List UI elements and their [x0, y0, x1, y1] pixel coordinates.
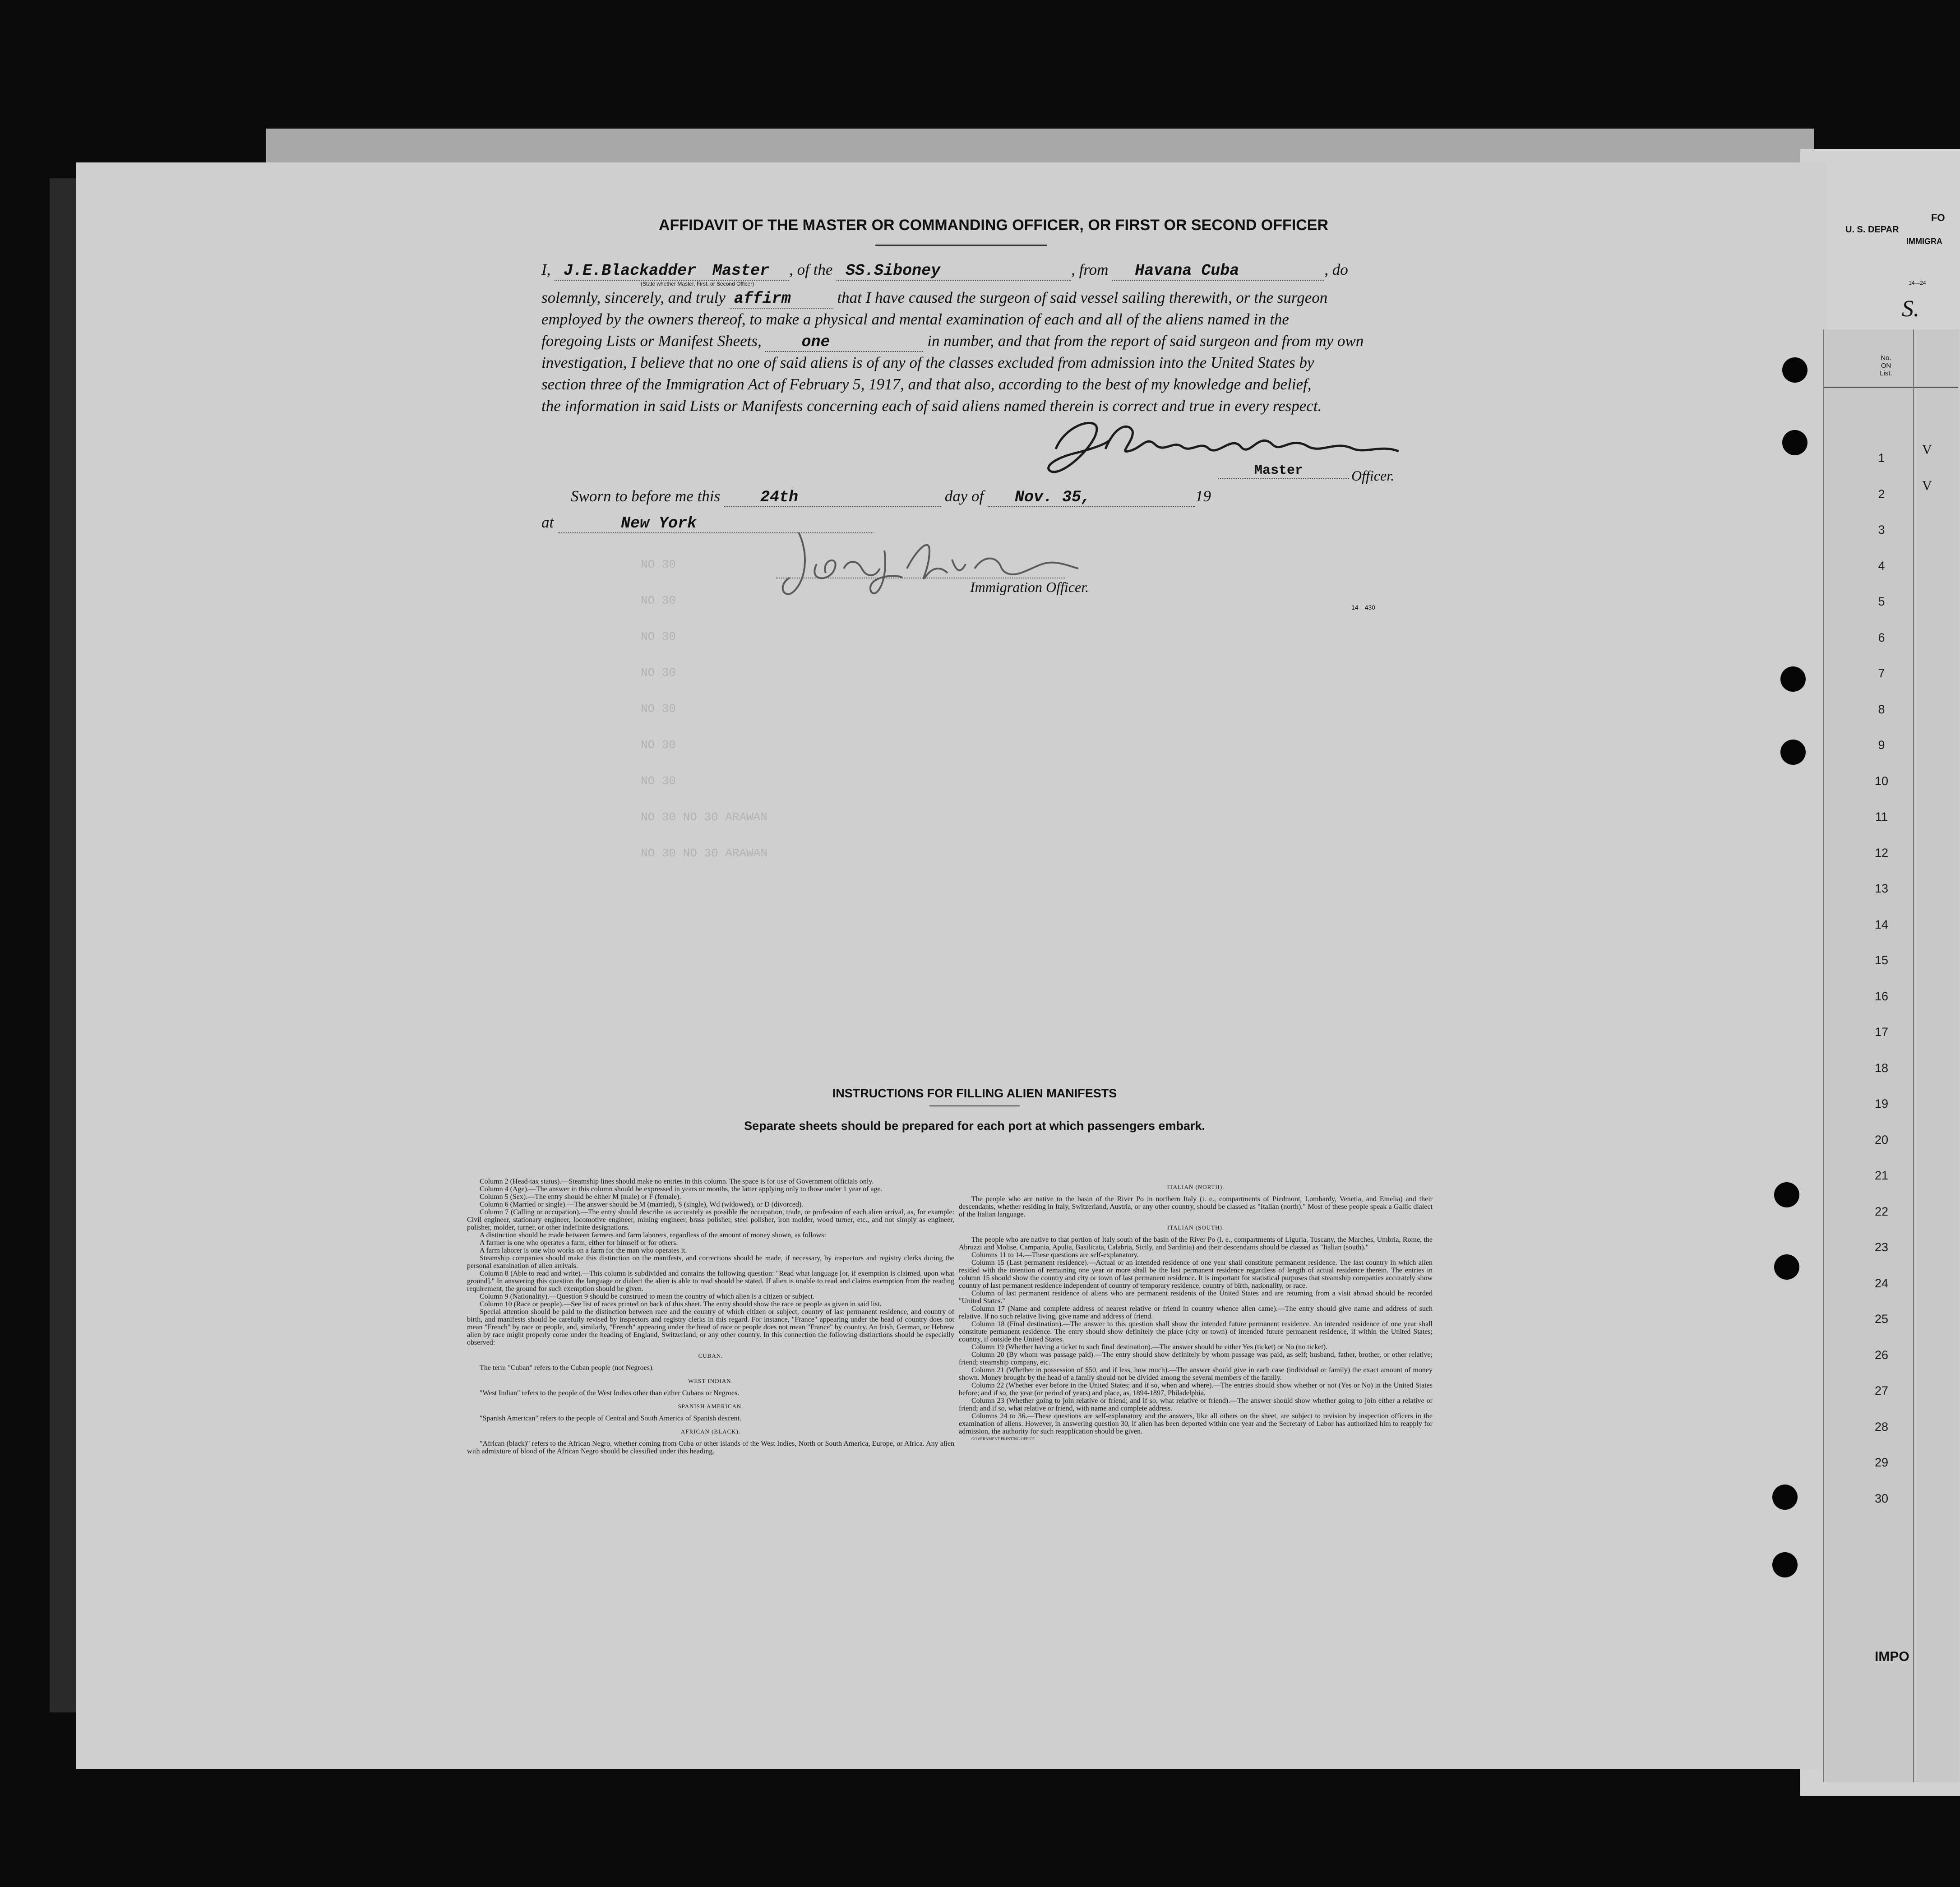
faint-row: NO 30 — [641, 738, 676, 752]
faint-row: NO 30 NO 30 ARAWAN — [641, 846, 767, 860]
faint-row: NO 30 — [641, 558, 676, 571]
officer-rank: Master — [712, 262, 789, 281]
signer-title: Master — [1254, 463, 1304, 478]
instruction-paragraph: Column 10 (Race or people).—See list of races printed on back of this sheet. The entry should show the race or people as given in said list. — [480, 1300, 882, 1308]
line-number: 10 — [1874, 774, 1889, 788]
punch-hole — [1782, 357, 1807, 383]
sworn-place: New York — [558, 514, 874, 533]
line-number: 13 — [1874, 882, 1889, 895]
instruction-paragraph: Column 21 (Whether in possession of $50, and if less, how much).—The answer should give in each case (individual or family) the exact amount of money shown. Money brought by the head of a family should not be divided among the several members of the family. — [959, 1366, 1433, 1382]
line-number: 7 — [1878, 666, 1885, 680]
instruction-paragraph: Column 9 (Nationality).—Question 9 should be construed to mean the country of which alien is a citizen or subject. — [480, 1293, 815, 1300]
line-number: 16 — [1874, 989, 1889, 1003]
line-number: 11 — [1875, 810, 1888, 823]
punch-hole — [1772, 1485, 1798, 1510]
line-number: 12 — [1874, 846, 1889, 860]
instructions-left-column — [467, 1178, 954, 1455]
section-heading: ITALIAN (SOUTH). — [1167, 1224, 1225, 1231]
text-fragment: in number, and that from the report of said surgeon and from my own — [927, 332, 1364, 350]
text-fragment: that I have caused the surgeon of said vessel sailing therewith, or the surgeon — [837, 289, 1328, 306]
no-on-list-header — [1868, 354, 1904, 377]
affidavit-line-3: employed by the owners thereof, to make a physical and mental examination of each and all of the aliens named in the — [541, 310, 1289, 328]
faint-row: NO 30 — [641, 594, 676, 607]
instruction-paragraph: "West Indian" refers to the people of the West Indies other than either Cubans or Negroes. — [480, 1389, 740, 1397]
text-fragment: , of the — [789, 261, 833, 278]
text-fragment: solemnly, sincerely, and truly — [541, 289, 726, 306]
row-mark: V — [1922, 478, 1932, 493]
title-rule — [875, 245, 1047, 246]
punch-hole — [1774, 1182, 1799, 1207]
strip-rule — [1823, 387, 1958, 388]
instruction-paragraph: A farm laborer is one who works on a farm for the man who operates it. — [480, 1247, 687, 1254]
line-number: 5 — [1878, 595, 1885, 608]
affidavit-line-5: investigation, I believe that no one of said aliens is of any of the classes excluded from admission into the United States by — [541, 354, 1314, 371]
instruction-paragraph: Column 2 (Head-tax status).—Steamship lines should make no entries in this column. The space is for use of Government officials only. — [480, 1178, 874, 1185]
instruction-paragraph: Column 4 (Age).—The answer in this column should be expressed in years or months, the latter applying only to those under 1 year of age. — [480, 1185, 883, 1193]
printer-note: GOVERNMENT PRINTING OFFICE — [971, 1437, 1035, 1441]
signer-line — [1218, 478, 1349, 479]
instruction-paragraph: The term "Cuban" refers to the Cuban people (not Negroes). — [480, 1364, 654, 1372]
line-number: 6 — [1878, 630, 1885, 644]
line-number: 21 — [1874, 1169, 1889, 1182]
instruction-paragraph: Columns 24 to 36.—These questions are self-explanatory and the answers, like all others on the sheet, are subject to revision by inspection officers in the examination of aliens. However, in answering question 30, if alien has been deported within one year and the Secretary of Labor has authorized him to reapply for admission, the authority for such reapplication should be given. — [959, 1412, 1433, 1435]
faint-row: NO 30 — [641, 630, 676, 643]
instruction-paragraph: "African (black)" refers to the African Negro, whether coming from Cuba or other islands of the West Indies, North or South America, Europe, or Africa. Any alien with admixture of blood of the African Negro should be classified under this heading. — [467, 1440, 954, 1455]
line-number: 24 — [1874, 1276, 1889, 1290]
instruction-paragraph: Steamship companies should make this distinction on the manifests, and corrections should be made, if necessary, by inspectors and registry clerks during the personal examination of alien arrivals. — [467, 1254, 954, 1270]
affidavit-line-6: section three of the Immigration Act of February 5, 1917, and that also, according to the best of my knowledge and belief, — [541, 375, 1312, 393]
line-number: 29 — [1874, 1456, 1889, 1469]
header-word: ON — [1881, 362, 1891, 370]
instruction-paragraph: Column 22 (Whether ever before in the United States; and if so, when and where).—The entries should show whether or not (Yes or No) in the United States before; and if so, the year (or period of years) and place, as, 1894-1897, Philadelphia. — [959, 1382, 1433, 1397]
instruction-paragraph: Column 18 (Final destination).—The answer to this question shall show the intended future permanent residence. An intended residence of one year shall constitute permanent residence. The entry should show definitely the place (city or town) of intended future permanent residence, if within the United States; country, if outside the United States. — [959, 1320, 1433, 1343]
line-number: 2 — [1878, 487, 1885, 501]
punch-hole — [1782, 430, 1807, 455]
instruction-paragraph: A distinction should be made between farmers and farm laborers, regardless of the amount of money shown, as follows: — [480, 1231, 826, 1239]
instruction-paragraph: The people who are native to the basin of the River Po in northern Italy (i. e., compartments of Piedmont, Lombardy, Venetia, and Emelia) and their descendants, whether residing in Italy, Switzerland, Austria, or any other country, should be classed as "Italian (north)." Most of these people speak a Gallic dialect of the Italian language. — [959, 1195, 1433, 1218]
line-number: 1 — [1878, 451, 1885, 465]
text-fragment: I, — [541, 261, 551, 278]
text-fragment: , do — [1324, 261, 1348, 278]
oath-word: affirm — [730, 290, 833, 309]
affidavit-title: AFFIDAVIT OF THE MASTER OR COMMANDING OFFICER, OR FIRST OR SECOND OFFICER — [659, 217, 1328, 234]
instruction-paragraph: Column 7 (Calling or occupation).—The entry should describe as accurately as possible the occupation, trade, or profession of each alien arrival, as, for example: Civil engineer, stationary engineer, locomotive engineer, mining engineer, brass polisher, steel polisher, iron molder, wood turner, etc., and not simply as engineer, polisher, molder, turner, or other indefinite designations. — [467, 1208, 954, 1231]
line-number: 18 — [1874, 1061, 1889, 1075]
right-form-number: 14—24 — [1909, 280, 1926, 286]
instruction-paragraph: Column 8 (Able to read and write).—This column is subdivided and contains the following question: "Read what language [or, if exemption is claimed, upon what ground]." In answering this question the language or dialect the alien is able to read should be stated. If alien is unable to read and claims exemption from the reading requirement, the ground for such exemption should be given. — [467, 1270, 954, 1293]
instruction-paragraph: Columns 11 to 14.—These questions are self-explanatory. — [971, 1251, 1139, 1259]
ship-name: SS.Siboney — [837, 262, 1071, 281]
instruction-paragraph: "Spanish American" refers to the people of Central and South America of Spanish descent. — [480, 1415, 742, 1422]
sworn-month-year: Nov. 35, — [988, 488, 1195, 507]
sheet-count: one — [765, 333, 923, 352]
faint-row: NO 30 — [641, 666, 676, 680]
text-fragment: day of — [944, 487, 984, 505]
line-number: 19 — [1874, 1097, 1889, 1110]
text-fragment: foregoing Lists or Manifest Sheets, — [541, 332, 762, 350]
faint-row: NO 30 — [641, 774, 676, 788]
instruction-paragraph: Column 17 (Name and complete address of nearest relative or friend in country whence alien came).—The entry should give name and address of such relative. If no such relative living, give name and address of friend. — [959, 1305, 1433, 1320]
right-header-line: IMMIGRA — [1906, 237, 1942, 246]
line-number: 17 — [1874, 1025, 1889, 1039]
right-header-line: FO — [1931, 212, 1945, 223]
line-number: 14 — [1874, 917, 1889, 931]
header-word: No. — [1881, 354, 1891, 362]
text-fragment: , from — [1071, 261, 1109, 278]
strip-column-rule — [1913, 329, 1914, 1782]
affidavit-line-1 — [541, 261, 1408, 281]
sworn-line — [571, 487, 1211, 507]
section-heading: CUBAN. — [698, 1352, 723, 1359]
line-number: 3 — [1878, 523, 1885, 536]
line-number: 8 — [1878, 702, 1885, 716]
line-number: 22 — [1874, 1204, 1889, 1218]
right-manifest-strip — [1823, 329, 1960, 1782]
instructions-title: INSTRUCTIONS FOR FILLING ALIEN MANIFESTS — [832, 1087, 1117, 1100]
punch-hole — [1774, 1254, 1799, 1280]
rank-note: (State whether Master, First, or Second Officer) — [641, 281, 754, 287]
text-fragment: Sworn to before me this — [571, 487, 721, 505]
instruction-paragraph: Column 5 (Sex).—The entry should be either M (male) or F (female). — [480, 1193, 681, 1201]
section-heading: AFRICAN (BLACK). — [680, 1428, 741, 1435]
line-number: 26 — [1874, 1348, 1889, 1362]
instruction-paragraph: Column 15 (Last permanent residence).—Actual or an intended residence of one year shall constitute permanent residence. The last country in which alien resided with the intention of remaining one year or more shall be the last permanent residence regardless of length of actual residence therein. The entries in column 15 should show the country and city or town of last permanent residence. It is important for statistical purposes that steamship companies accurately show country of last permanent residence independent of country of temporary residence, country of birth, nationality, or race. — [959, 1259, 1433, 1290]
instruction-paragraph: Column 19 (Whether having a ticket to such final destination).—The answer should be either Yes (ticket) or No (no ticket). — [971, 1343, 1328, 1351]
affidavit-line-2 — [541, 289, 1327, 309]
text-fragment: at — [541, 513, 554, 531]
right-big-letter: S. — [1902, 296, 1919, 322]
officer-word: Officer. — [1351, 467, 1395, 484]
line-number: 20 — [1874, 1133, 1889, 1147]
punch-hole — [1780, 740, 1806, 765]
instruction-paragraph: Column 23 (Whether going to join relative or friend; and if so, what relative or friend).—The answer should show whether going to join either a relative or friend; and if so, what relative or friend, with name and complete address. — [959, 1397, 1433, 1412]
line-number: 28 — [1874, 1420, 1889, 1434]
section-heading: ITALIAN (NORTH). — [1167, 1184, 1225, 1190]
line-number: 9 — [1878, 738, 1885, 752]
punch-hole — [1780, 666, 1806, 692]
origin-port: Havana Cuba — [1112, 262, 1324, 281]
form-code: 14—430 — [1351, 604, 1375, 611]
faint-row: NO 30 NO 30 ARAWAN — [641, 810, 767, 824]
instruction-paragraph: Column of last permanent residence of aliens who are permanent residents of the United States and are returning from a visit abroad should be recorded "United States." — [959, 1290, 1433, 1305]
instruction-paragraph: Column 20 (By whom was passage paid).—The entry should show definitely by whom passage was paid, as self; husband, father, brother, or other relative; friend; steamship company, etc. — [959, 1351, 1433, 1366]
row-mark: V — [1922, 442, 1932, 457]
section-heading: WEST INDIAN. — [688, 1378, 733, 1384]
line-number: 23 — [1874, 1240, 1889, 1254]
line-number: 25 — [1874, 1312, 1889, 1326]
line-number: 27 — [1874, 1384, 1889, 1397]
affidavit-line-7: the information in said Lists or Manifests concerning each of said aliens named therein is correct and true in every respect. — [541, 397, 1322, 415]
import-text: IMPO — [1875, 1649, 1909, 1664]
line-number: 15 — [1874, 953, 1889, 967]
right-header-line: U. S. DEPAR — [1845, 225, 1899, 235]
section-heading: SPANISH AMERICAN. — [678, 1403, 744, 1410]
instruction-paragraph: Column 6 (Married or single).—The answer should be M (married), S (single), Wd (widowed), or D (divorced). — [480, 1201, 804, 1208]
officer-name: J.E.Blackadder — [555, 262, 712, 281]
instruction-paragraph: Special attention should be paid to the distinction between race and the country of which citizen or subject, country of last permanent residence, and country of birth, and manifests should be carefully revised by inspectors and registry clerks in this regard. For instance, "France" appearing under the head of country does not mean "French" by race or people, and, similarly, "French" appearing under the head of race or people does not mean "France" by country. An Irish, German, or Hebrew alien by race might properly come under the heading of England, Switzerland, or any other country. In this connection the following distinctions should be especially observed: — [467, 1308, 954, 1346]
sworn-day: 24th — [724, 488, 941, 507]
instructions-right-column — [959, 1178, 1433, 1443]
immigration-officer-label: Immigration Officer. — [970, 579, 1089, 595]
faint-row: NO 30 — [641, 702, 676, 716]
text-fragment: 19 — [1195, 487, 1211, 505]
affidavit-line-4 — [541, 332, 1364, 352]
line-number: 4 — [1878, 559, 1885, 573]
instruction-paragraph: The people who are native to that portion of Italy south of the basin of the River Po (i. e., compartments of Liguria, Tuscany, the Marches, Umbria, Rome, the Abruzzi and Molise, Campania, Apulia, Basilicata, Calabria, Sicily, and Sardinia) and their descendants should be classed as "Italian (south)." — [959, 1236, 1433, 1251]
instruction-paragraph: A farmer is one who operates a farm, either for himself or for others. — [480, 1239, 678, 1247]
punch-hole — [1772, 1552, 1798, 1577]
instructions-subtitle: Separate sheets should be prepared for each port at which passengers embark. — [744, 1119, 1205, 1133]
instructions-rule — [929, 1105, 1020, 1106]
line-number: 30 — [1874, 1491, 1889, 1505]
header-word: List. — [1880, 370, 1892, 377]
